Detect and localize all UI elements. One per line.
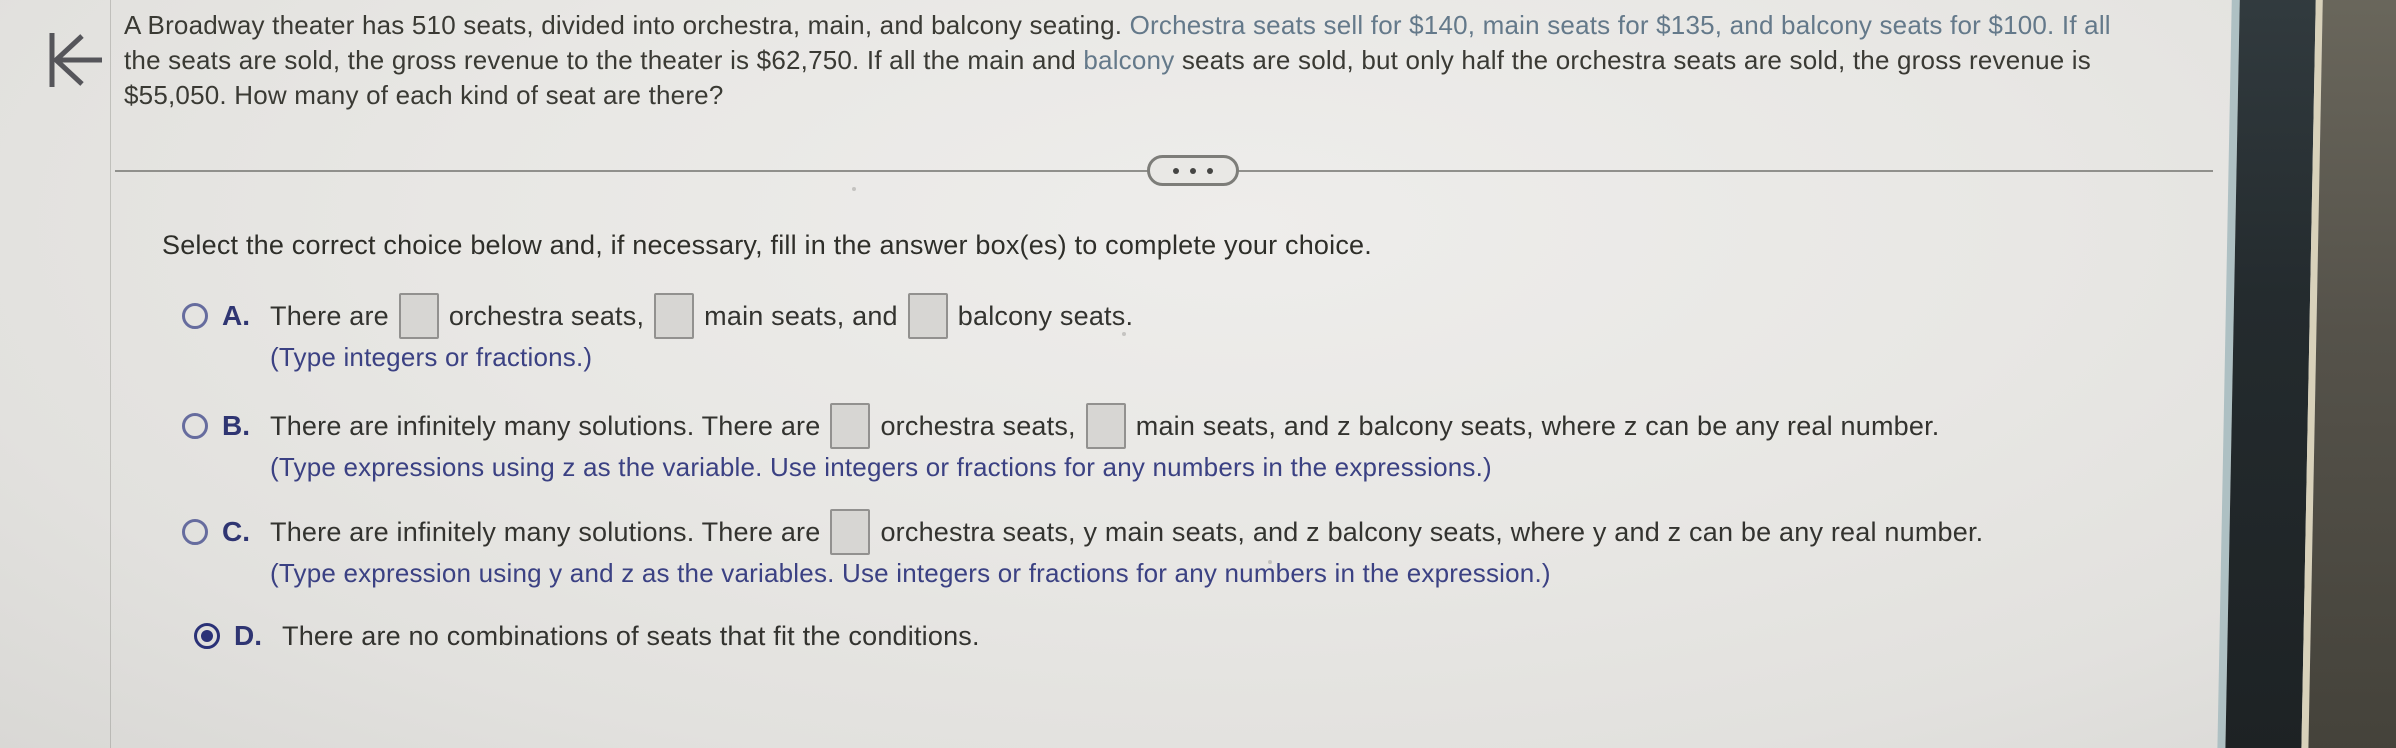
choice-c-hint: (Type expression using y and z as the variables. Use integers or fractions for any numbers in the expression.) <box>270 557 1551 588</box>
answer-box-balcony[interactable] <box>908 293 948 339</box>
choice-d-text <box>282 612 980 660</box>
choice-b-hint: (Type expressions using z as the variable. Use integers or fractions for any numbers in the expressions.) <box>270 451 1492 482</box>
choice-a-segment: There are <box>270 301 389 331</box>
choice-a <box>182 292 1133 374</box>
problem-text: $55,050. How many of each kind of seat are there? <box>124 80 724 110</box>
radio-choice-b[interactable] <box>182 413 208 439</box>
radio-choice-d[interactable] <box>194 623 220 649</box>
choice-d-segment: There are no combinations of seats that fit the conditions. <box>282 621 980 651</box>
answer-box-orchestra[interactable] <box>399 293 439 339</box>
problem-line-2 <box>124 43 2230 78</box>
dust-speck <box>1122 332 1126 336</box>
choice-b-segment: main seats, and z balcony seats, where z can be any real number. <box>1135 411 1940 441</box>
collapse-left-icon <box>42 23 108 100</box>
choice-c-segment: orchestra seats, y main seats, and z balcony seats, where y and z can be any real number. <box>880 517 1984 547</box>
choice-b-segment: There are infinitely many solutions. There are <box>270 411 821 441</box>
problem-line-3 <box>124 78 2230 113</box>
answer-box-orchestra-c[interactable] <box>830 509 870 555</box>
background-behind-monitor <box>2308 0 2396 748</box>
bezel-dark-strip <box>2225 0 2316 748</box>
choice-c <box>182 508 1983 590</box>
choice-d <box>194 612 980 660</box>
dust-speck <box>1268 560 1272 564</box>
choice-b-text <box>270 402 1940 451</box>
problem-text: A Broadway theater has 510 seats, divided into orchestra, main, and balcony seating. <box>124 10 1130 40</box>
answer-box-main-b[interactable] <box>1086 403 1126 449</box>
choice-a-segment: main seats, and <box>704 301 898 331</box>
choice-a-segment: balcony seats. <box>957 301 1134 331</box>
monitor-bezel <box>2217 0 2396 748</box>
ellipsis-icon <box>1173 168 1179 174</box>
divider-toggle-button[interactable] <box>1147 155 1239 186</box>
ellipsis-icon <box>1207 168 1213 174</box>
radio-choice-a[interactable] <box>182 303 208 329</box>
problem-line-1 <box>124 8 2230 43</box>
dust-speck <box>852 187 856 191</box>
problem-text: Orchestra seats sell for $140, main seats for $135, and balcony seats for $100. If all <box>1129 10 2111 40</box>
choice-a-letter: A. <box>222 300 250 331</box>
problem-text: the seats are sold, the gross revenue to the theater is $62,750. If all the main and <box>124 45 1084 75</box>
choice-c-letter: C. <box>222 516 250 547</box>
choice-a-text <box>270 292 1133 341</box>
instruction-text: Select the correct choice below and, if necessary, fill in the answer box(es) to complete your choice. <box>162 230 1372 260</box>
section-divider <box>115 170 2213 172</box>
left-panel-divider <box>110 0 111 748</box>
choice-c-text <box>270 508 1983 557</box>
dust-speck <box>565 247 569 251</box>
choice-d-letter: D. <box>234 620 262 651</box>
collapse-panel-button[interactable] <box>36 18 114 104</box>
radio-choice-c[interactable] <box>182 519 208 545</box>
choice-b-segment: orchestra seats, <box>880 411 1076 441</box>
choice-a-hint: (Type integers or fractions.) <box>270 341 593 372</box>
choice-b <box>182 402 1940 484</box>
choice-c-segment: There are infinitely many solutions. There are <box>270 517 821 547</box>
dust-speck <box>1668 430 1672 434</box>
problem-statement <box>124 8 2230 113</box>
ellipsis-icon <box>1190 168 1196 174</box>
choice-a-segment: orchestra seats, <box>448 301 645 331</box>
problem-text: seats are sold, but only half the orchestra seats are sold, the gross revenue is <box>1174 45 2091 75</box>
problem-text: balcony <box>1083 45 1175 75</box>
answer-box-orchestra-b[interactable] <box>830 403 870 449</box>
answer-box-main[interactable] <box>654 293 694 339</box>
choice-b-letter: B. <box>222 410 250 441</box>
